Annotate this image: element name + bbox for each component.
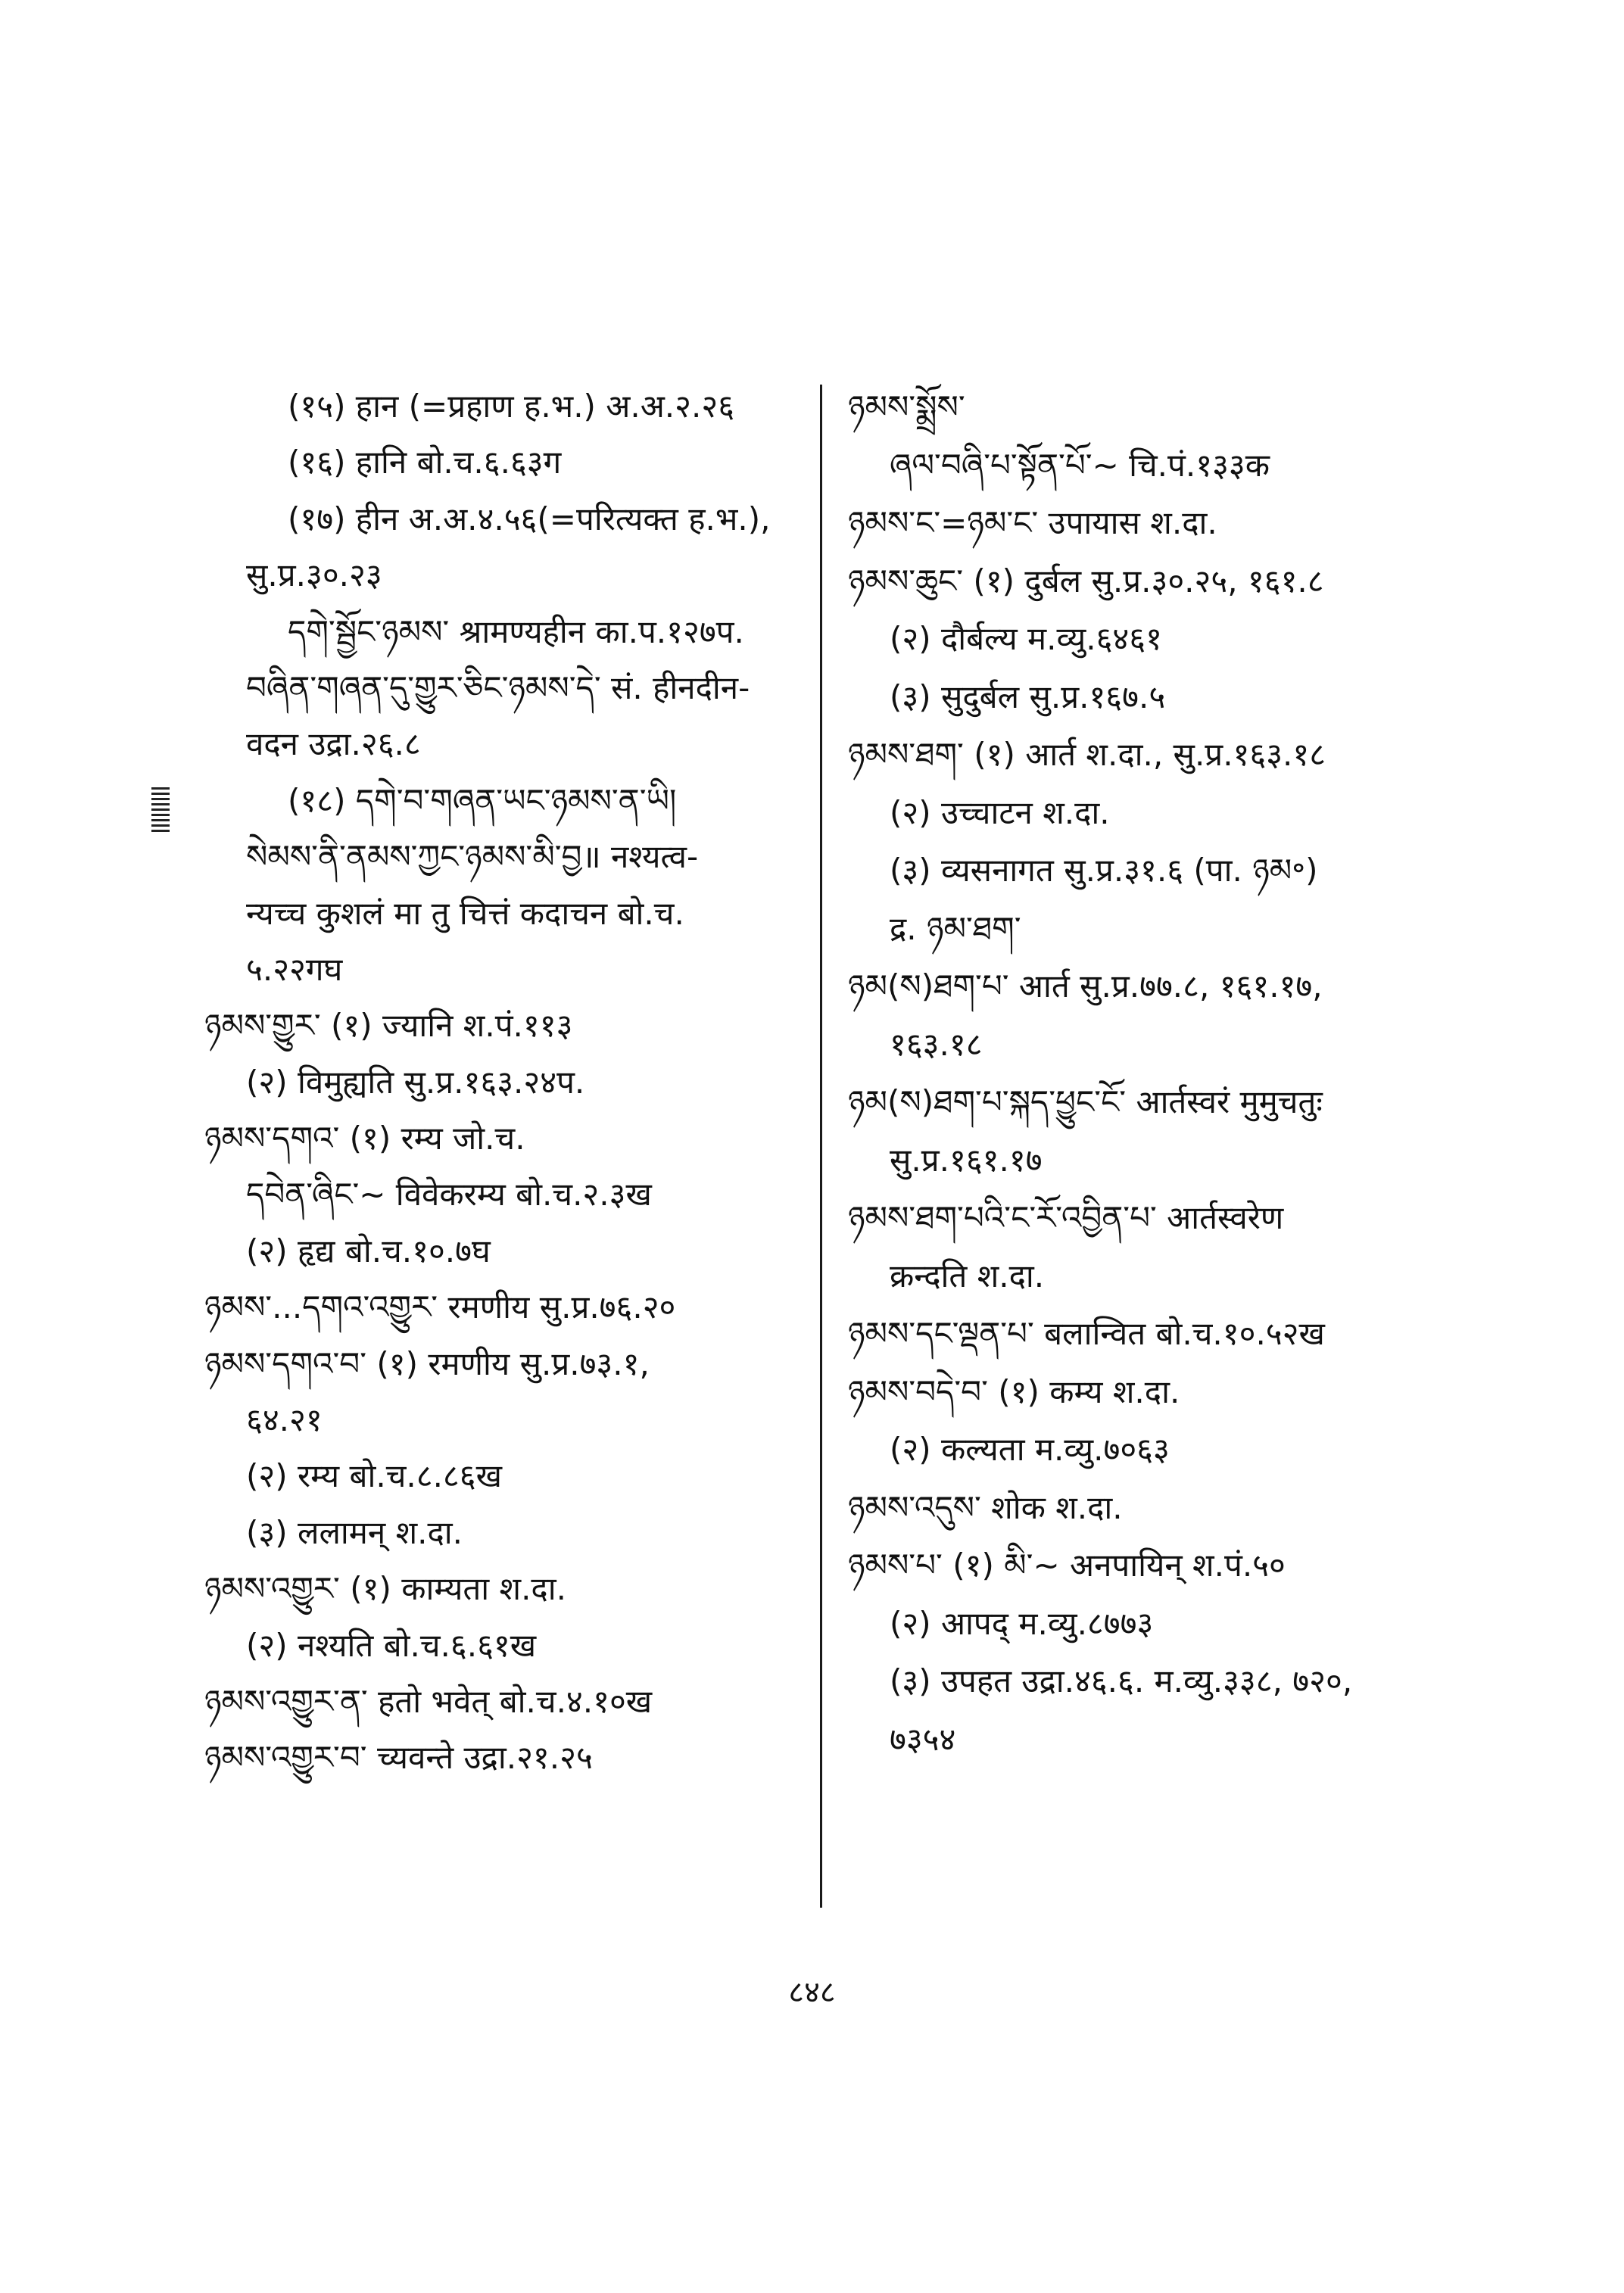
column-divider — [820, 385, 822, 1908]
dictionary-line: १६३.१८ — [890, 1025, 983, 1063]
dictionary-line: (२) विमुह्यति सु.प्र.१६३.२४प. — [246, 1063, 585, 1101]
dictionary-line: (१७) हीन अ.अ.४.५६(=परित्यक्त ह.भ.), — [288, 500, 771, 537]
dictionary-line: ཉམས་སྨྲོས་ — [848, 388, 965, 425]
dictionary-line: ཉམས་འདུས་ शोक श.दा. — [848, 1488, 1123, 1526]
dictionary-line: वदन उद्रा.२६.८ — [246, 725, 421, 763]
dictionary-line: ཉམས་གྱུར་ (१) ज्यानि श.पं.११३ — [204, 1007, 573, 1045]
dictionary-line: (३) सुदुर्बल सु.प्र.१६७.५ — [890, 678, 1166, 715]
dictionary-line: (२) हृद्य बो.च.१०.७घ — [246, 1232, 491, 1270]
dictionary-line: सु.प्र.१६१.१७ — [890, 1141, 1043, 1179]
dictionary-line: ཉམས་འགྱུར་ན་ हतो भवेत् बो.च.४.१०ख — [204, 1682, 653, 1720]
dictionary-line: ཉམས་འགྱུར་ (१) काम्यता श.दा. — [204, 1570, 566, 1608]
dictionary-line: ५.२२गघ — [246, 950, 343, 988]
dictionary-line: ཞལ་བཞི་པ་སྟོན་པོ་~ चि.पं.१३३क — [890, 446, 1270, 484]
dictionary-line: བཞིན་གཞན་དུ་གྱུར་ཅིང་ཉམས་དེ་ सं. हीनदीन- — [246, 668, 750, 706]
dictionary-line: (१६) हानि बो.च.६.६३ग — [288, 444, 562, 481]
dictionary-line: क्रन्दति श.दा. — [890, 1257, 1045, 1294]
dictionary-line: (१५) हान (=प्रहाण ह.भ.) अ.अ.२.२६ — [288, 388, 735, 425]
dictionary-line: (१८) དགེ་བ་གཞན་ཡང་ཉམས་ན་ཡི། — [288, 781, 677, 819]
dictionary-line: (३) उपहत उद्रा.४६.६. म.व्यु.३३८, ७२०, — [890, 1662, 1353, 1699]
dictionary-line: ཉམ(ས)ཐག་པ་སྐད་ཕྱུང་ངོ་ आर्तस्वरं मुमुचतुः — [848, 1083, 1323, 1120]
dictionary-line: (२) दौर्बल्य म.व्यु.६४६१ — [890, 620, 1162, 657]
dictionary-line: དགེ་སྦྱོང་ཉམས་ श्रामण्यहीन का.प.१२७प. — [288, 612, 744, 650]
dictionary-line: ཉམས་པ་ (१) མི་~ अनपायिन् श.पं.५० — [848, 1547, 1286, 1584]
page-number: ८४८ — [788, 1975, 836, 2010]
dictionary-line: न्यच्च कुशलं मा तु चित्तं कदाचन बो.च. — [246, 894, 684, 932]
dictionary-line: སེམས་ནི་ནམས་ཀྱང་ཉམས་མི་བྱ॥ नश्यत्व- — [246, 838, 699, 876]
right-column — [848, 379, 1446, 1768]
dictionary-line: (२) रम्य बो.च.८.८६ख — [246, 1457, 502, 1495]
dictionary-line: ཉམས་...དགའ་འགྱུར་ रमणीय सु.प्र.७६.२० — [204, 1288, 676, 1326]
dictionary-line: ७३५४ — [890, 1720, 956, 1758]
dictionary-line: དབེན་ཞིང་~ विवेकरम्य बो.च.२.३ख — [246, 1176, 652, 1213]
dictionary-line: ६४.२१ — [246, 1401, 323, 1439]
dictionary-line: (३) व्यसनागत सु.प्र.३१.६ (पा. ཉམ॰) — [890, 852, 1318, 889]
dictionary-line: ཉམས་དགའ་ (१) रम्य जो.च. — [204, 1120, 525, 1157]
dictionary-line: ཉམས་ཐག་ (१) आर्त श.दा., सु.प्र.१६३.१८ — [848, 736, 1326, 773]
dictionary-line: द्र. ཉམ་ཐག་ — [890, 909, 1021, 947]
dictionary-line: (२) कल्यता म.व्यु.७०६३ — [890, 1431, 1170, 1468]
dictionary-line: ཉམས་འགྱུར་བ་ च्यवन्ते उद्रा.२१.२५ — [204, 1739, 593, 1777]
dictionary-line: (२) नश्यति बो.च.६.६१ख — [246, 1626, 537, 1664]
dictionary-line: (३) ललामन् श.दा. — [246, 1513, 463, 1551]
dictionary-line: ཉམས་ཐག་པའི་ང་རོ་འབྱིན་པ་ आर्तस्वरेण — [848, 1199, 1284, 1236]
dictionary-line: ཉམས་དང་ལྡན་པ་ बलान्वित बो.च.१०.५२ख — [848, 1315, 1325, 1352]
dictionary-line: ཉམས་བདེ་བ་ (१) कम्य श.दा. — [848, 1372, 1180, 1410]
dictionary-line: (२) आपद् म.व्यु.८७७३ — [890, 1604, 1154, 1642]
dictionary-line: ཉམས་ཆུང་ (१) दुर्बल सु.प्र.३०.२५, १६१.८ — [848, 562, 1324, 600]
dictionary-line: ཉམས་དགའ་བ་ (१) रमणीय सु.प्र.७३.१, — [204, 1344, 650, 1382]
dictionary-line: (२) उच्चाटन श.दा. — [890, 793, 1110, 831]
dictionary-line: ཉམ(ས)ཐག་པ་ आर्त सु.प्र.७७.८, १६१.१७, — [848, 967, 1323, 1005]
margin-scan-mark — [151, 787, 170, 833]
left-column — [204, 379, 810, 1787]
dictionary-line: ཉམས་ང་=ཉམ་ང་ उपायास श.दा. — [848, 504, 1217, 541]
dictionary-line: सु.प्र.३०.२३ — [246, 556, 382, 594]
